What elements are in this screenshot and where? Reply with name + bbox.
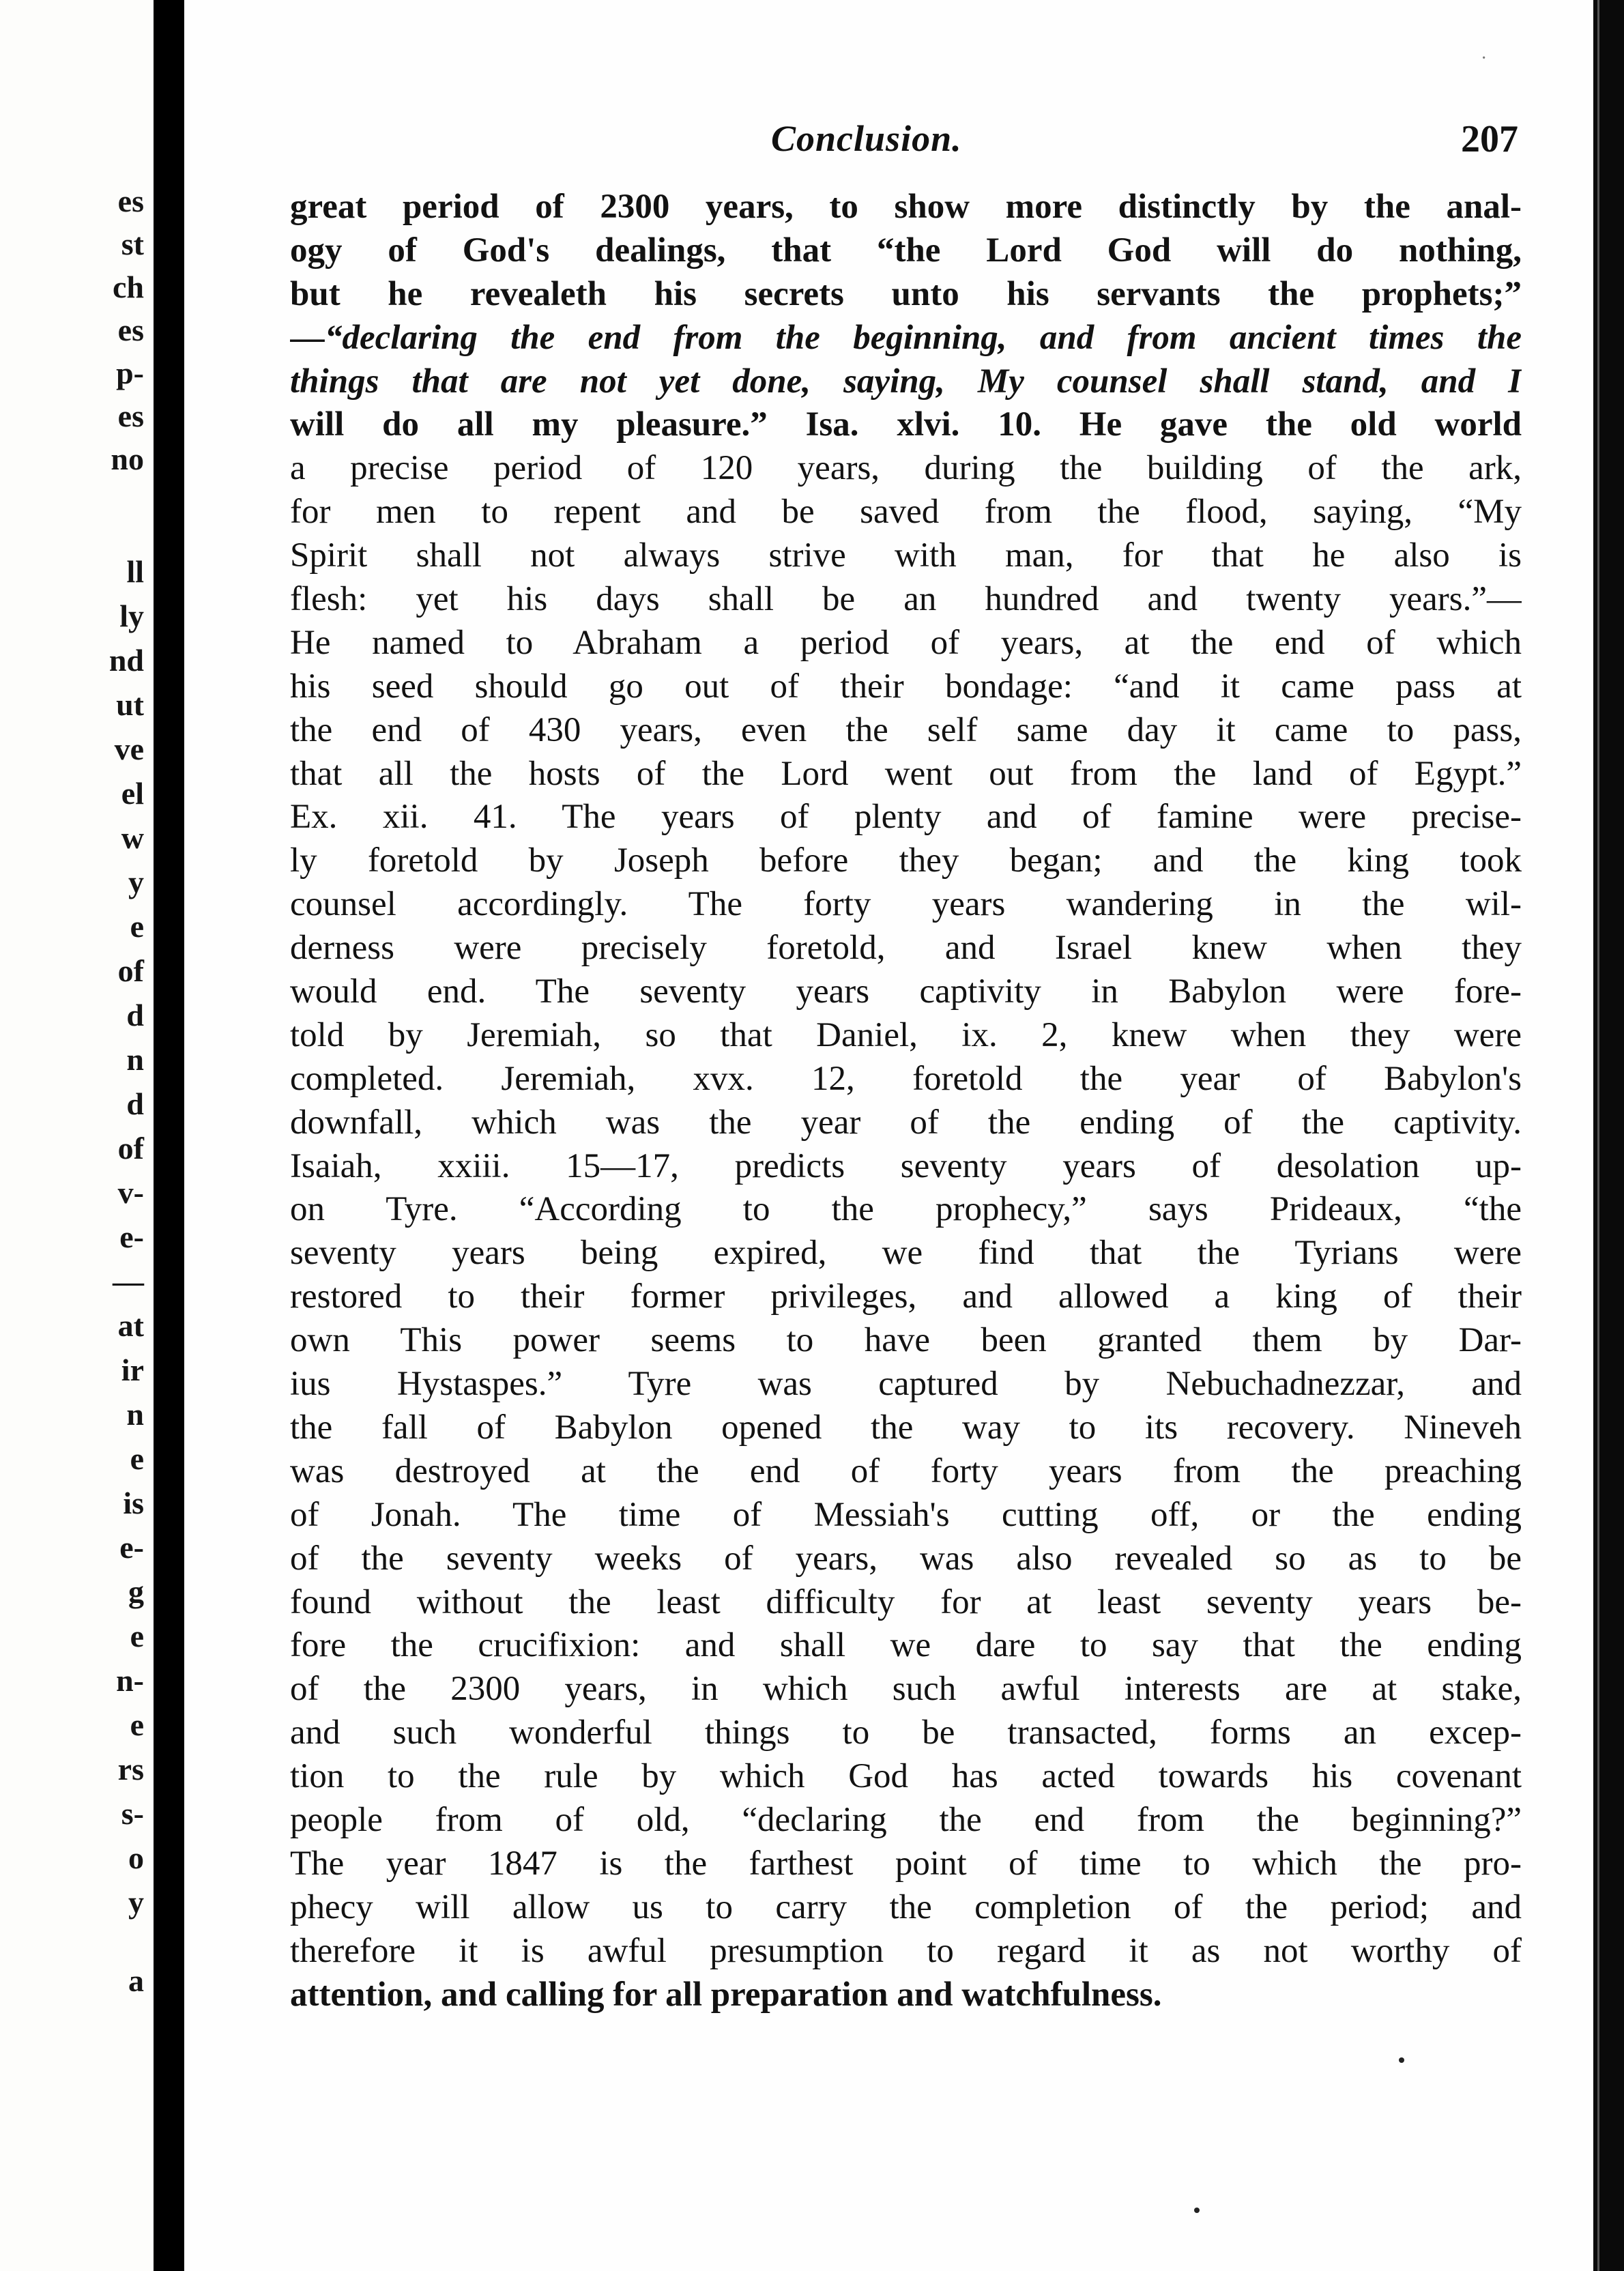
left-page-fragment: n (126, 1397, 144, 1432)
left-page-fragment: y (128, 865, 144, 899)
text-line: would end. The seventy years captivity in Babylon were fore- (290, 972, 1522, 1011)
left-page-fragment: of (117, 1131, 144, 1166)
left-page-fragment: — (113, 1264, 144, 1299)
text-line: things that are not yet done, saying, My counsel shall stand, and I (290, 362, 1522, 401)
text-line: great period of 2300 years, to show more distinctly by the anal- (290, 188, 1522, 226)
left-page-fragment: ll (126, 554, 144, 589)
left-page-fragment: e- (119, 1530, 144, 1565)
left-page-fragment: no (111, 442, 144, 476)
left-page-fragment: is (123, 1486, 144, 1520)
left-page-fragment: nd (108, 643, 144, 678)
left-page-fragment: of (117, 953, 144, 988)
running-head (184, 117, 1518, 165)
left-page-fragment: w (121, 820, 144, 855)
left-page-fragment: ut (116, 687, 144, 722)
left-page-fragment: rs (117, 1752, 144, 1787)
left-page-fragment: e (130, 909, 144, 944)
text-line: for men to repent and be saved from the flood, saying, “My (290, 493, 1522, 532)
text-line: of Jonah. The time of Messiah's cutting off, or the ending (290, 1495, 1522, 1534)
left-page-fragment: e (130, 1707, 144, 1742)
left-page-fragment: d (126, 1086, 144, 1121)
right-page-edge (1593, 0, 1624, 2271)
left-page-fragment: e (130, 1441, 144, 1476)
text-line: the fall of Babylon opened the way to its recovery. Nineveh (290, 1408, 1522, 1447)
left-page-fragment: el (121, 776, 144, 811)
left-page-fragment: y (128, 1885, 144, 1920)
text-line: but he revealeth his secrets unto his servants the prophets;” (290, 274, 1522, 313)
left-page-fragment: n- (116, 1663, 144, 1698)
text-line: told by Jeremiah, so that Daniel, ix. 2, knew when they were (290, 1015, 1522, 1054)
text-line: that all the hosts of the Lord went out from the land of Egypt.” (290, 754, 1522, 793)
page-edge-line (1597, 0, 1599, 2271)
text-line: Spirit shall not always strive with man, for that he also is (290, 536, 1522, 575)
scan-speck (1194, 2208, 1200, 2213)
left-page-fragment: d (126, 998, 144, 1032)
text-line: ogy of God's dealings, that “the Lord God will do nothing, (290, 231, 1522, 270)
left-page-fragment: ch (113, 270, 144, 304)
text-line: The year 1847 is the farthest point of time to which the pro- (290, 1844, 1522, 1883)
text-line: counsel accordingly. The forty years wandering in the wil- (290, 885, 1522, 924)
text-line: was destroyed at the end of forty years from the preaching (290, 1451, 1522, 1490)
left-page-fragment: e (130, 1619, 144, 1653)
left-page-fragment: s- (121, 1796, 144, 1831)
text-line: a precise period of 120 years, during the building of the ark, (290, 449, 1522, 488)
left-facing-page (0, 0, 154, 2271)
left-page-fragment: g (128, 1574, 144, 1609)
left-page-fragment: ir (121, 1353, 144, 1387)
text-line: people from of old, “declaring the end from the beginning?” (290, 1800, 1522, 1839)
left-page-fragment: es (117, 313, 144, 347)
book-gutter (154, 0, 184, 2271)
left-page-fragment: es (117, 184, 144, 218)
text-line: ius Hystaspes.” Tyre was captured by Nebuchadnezzar, and (290, 1365, 1522, 1404)
left-page-fragment: n (126, 1042, 144, 1077)
text-line: —“declaring the end from the beginning, and from ancient times the (290, 318, 1522, 357)
body-text (290, 186, 1522, 2016)
text-line: and such wonderful things to be transacted, forms an excep- (290, 1713, 1522, 1752)
left-page-fragment: v- (117, 1175, 144, 1210)
left-page-fragment: p- (116, 356, 144, 390)
book-page (184, 0, 1593, 2271)
text-line: fore the crucifixion: and shall we dare to say that the ending (290, 1626, 1522, 1665)
page-number: 207 (1461, 118, 1518, 160)
text-line: of the 2300 years, in which such awful interests are at stake, (290, 1670, 1522, 1709)
text-line: Ex. xii. 41. The years of plenty and of famine were precise- (290, 798, 1522, 837)
text-line: completed. Jeremiah, xvx. 12, foretold the year of Babylon's (290, 1059, 1522, 1098)
scan-speck: · (1481, 48, 1488, 69)
text-line: downfall, which was the year of the ending of the captivity. (290, 1103, 1522, 1142)
text-line: tion to the rule by which God has acted towards his covenant (290, 1757, 1522, 1796)
text-line: his seed should go out of their bondage: “and it came pass at (290, 667, 1522, 706)
left-page-fragment: e- (119, 1219, 144, 1254)
left-page-fragment: at (117, 1308, 144, 1343)
scan-speck (1399, 2057, 1404, 2063)
text-line: Isaiah, xxiii. 15—17, predicts seventy years of desolation up- (290, 1146, 1522, 1185)
text-line: found without the least difficulty for at least seventy years be- (290, 1582, 1522, 1621)
left-page-fragment: a (128, 1963, 144, 1998)
text-line: attention, and calling for all preparation and watchfulness. (290, 1975, 1162, 2014)
text-line: restored to their former privileges, and allowed a king of their (290, 1277, 1522, 1316)
text-line: He named to Abraham a period of years, at the end of which (290, 623, 1522, 662)
text-line: own This power seems to have been granted them by Dar- (290, 1321, 1522, 1360)
text-line: will do all my pleasure.” Isa. xlvi. 10. He gave the old world (290, 405, 1522, 444)
running-head-title: Conclusion. (771, 118, 962, 159)
text-line: flesh: yet his days shall be an hundred and twenty years.”— (290, 580, 1522, 619)
text-line: derness were precisely foretold, and Israel knew when they (290, 929, 1522, 968)
left-page-fragment: o (128, 1840, 144, 1875)
text-line: the end of 430 years, even the self same day it came to pass, (290, 710, 1522, 749)
text-line: on Tyre. “According to the prophecy,” says Prideaux, “the (290, 1190, 1522, 1229)
text-line: phecy will allow us to carry the completion of the period; and (290, 1887, 1522, 1926)
left-page-fragment: ly (119, 598, 144, 633)
left-page-fragment: es (117, 399, 144, 433)
text-line: seventy years being expired, we find that the Tyrians were (290, 1234, 1522, 1273)
text-line: therefore it is awful presumption to regard it as not worthy of (290, 1931, 1522, 1970)
text-line: of the seventy weeks of years, was also revealed so as to be (290, 1539, 1522, 1578)
left-page-fragment: ve (114, 732, 144, 766)
text-line: ly foretold by Joseph before they began; and the king took (290, 841, 1522, 880)
left-page-fragment: st (121, 227, 144, 261)
